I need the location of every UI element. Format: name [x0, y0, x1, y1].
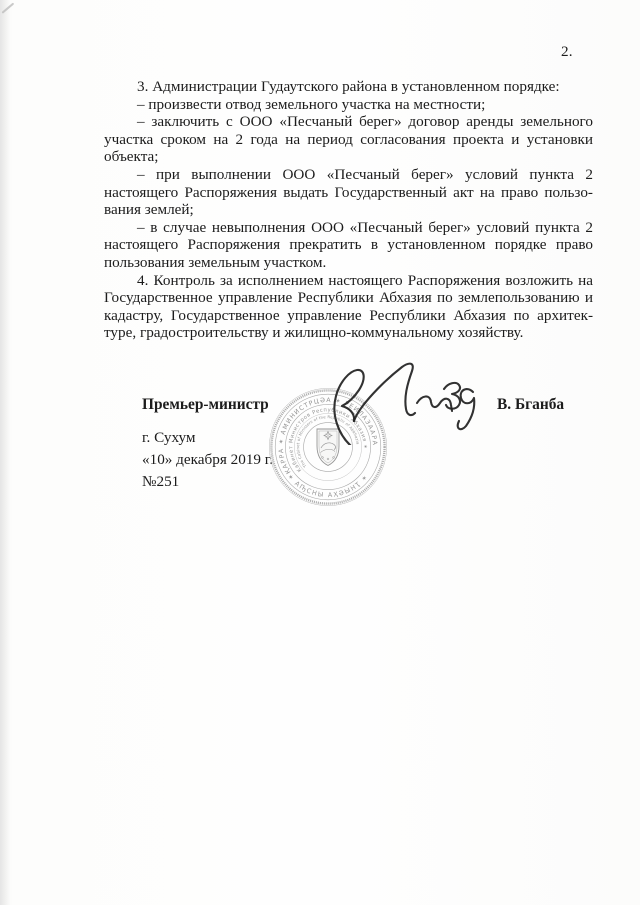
- signature-stroke: [458, 389, 475, 429]
- text-line: 3. Администрации Гудаутского района в установленном порядке:: [137, 78, 560, 95]
- page-number: 2.: [561, 43, 573, 60]
- seal-ring-english: The Cabinet of Ministers of the Republic of Abkhazia: [295, 414, 361, 469]
- text-line: кадастру, Государственное управление Республики Абхазия по архитек-: [104, 306, 593, 324]
- text-line: – при выполнении ООО «Песчаный берег» условий пункта 2: [137, 165, 593, 183]
- signature-city: г. Сухум: [142, 429, 196, 446]
- text-line: пользования земельным участком.: [104, 253, 327, 271]
- handwritten-signature: [315, 350, 490, 445]
- document-number: №251: [142, 473, 180, 490]
- text-line: участка сроком на 2 года на период согласования проекта и установки: [104, 130, 593, 148]
- text-line: настоящего Распоряжения выдать Государственный акт на право пользо-: [104, 183, 593, 201]
- scan-edge-shadow: [0, 0, 10, 905]
- scan-artifact-mark: [1, 3, 14, 14]
- text-line: – произвести отвод земельного участка на местности;: [137, 95, 486, 113]
- text-line: Государственное управление Республики Абхазия по землепользованию и: [104, 289, 593, 307]
- text-line: – заключить с ООО «Песчаный берег» договор аренды земельного: [137, 113, 593, 131]
- signatory-name: В. Бганба: [497, 396, 565, 413]
- seal-ring-abkhaz-top: ҚАРРА ✶ АМИНИСТРЦӘА ✶ РЕИЛАЗААРА: [277, 396, 379, 475]
- seal-ring-abkhaz-bottom: ✶ АҦСНЫ АҲӘЫНҬ ✶: [285, 473, 371, 500]
- seal-ring-russian: Кабинет Министров Республики Абхазия ✶: [288, 407, 368, 473]
- text-line: – в случае невыполнения ООО «Песчаный берег» условий пункта 2: [137, 218, 593, 236]
- signature-stroke: [417, 396, 452, 411]
- text-line: вания землей;: [104, 201, 194, 219]
- document-body: [104, 78, 593, 342]
- text-line: настоящего Распоряжения прекратить в установленном порядке право: [104, 236, 593, 254]
- signature-date: «10» декабря 2019 г.: [142, 451, 274, 468]
- text-line: туре, градостроительству и жилищно-коммунальному хозяйству.: [104, 324, 524, 342]
- signatory-title: Премьер-министр: [142, 396, 269, 413]
- text-line: 4. Контроль за исполнением настоящего Распоряжения возложить на: [137, 271, 593, 289]
- text-line: объекта;: [104, 148, 159, 166]
- signature-stroke: [334, 370, 363, 445]
